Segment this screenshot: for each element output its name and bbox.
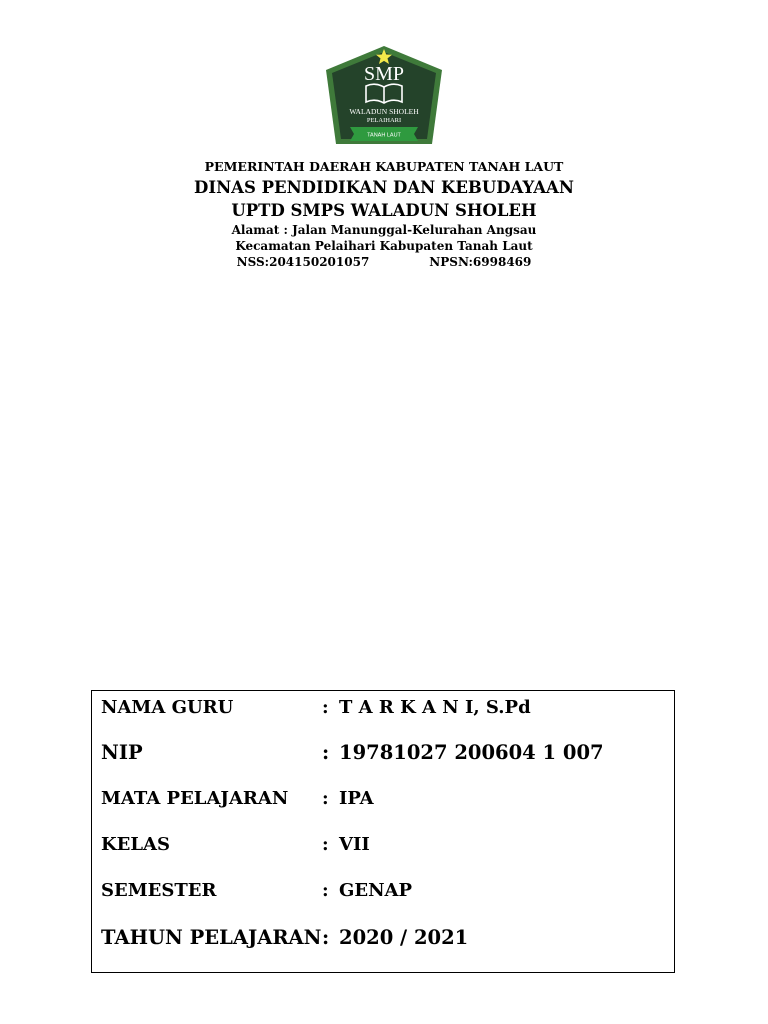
registration-line [0,254,768,270]
row-label: KELAS [101,834,170,855]
row-colon: : [322,788,329,809]
row-value: IPA [339,788,374,809]
row-value: GENAP [339,880,413,901]
row-value: 19781027 200604 1 007 [339,741,604,764]
row-colon: : [322,697,329,718]
logo-smp-text: SMP [363,63,405,85]
row-colon: : [322,926,330,949]
school-logo [322,42,446,148]
row-colon: : [322,834,329,855]
npsn-number: NPSN:6998469 [429,255,532,269]
row-value: 2020 / 2021 [339,926,469,949]
government-title: PEMERINTAH DAERAH KABUPATEN TANAH LAUT [204,159,564,174]
logo-banner-text: TANAH LAUT [367,132,401,139]
letterhead [0,156,768,270]
row-value: T A R K A N I, S.Pd [339,697,531,718]
row-label: SEMESTER [101,880,217,901]
row-label: NAMA GURU [101,697,234,718]
row-colon: : [322,880,329,901]
row-label: NIP [101,741,143,764]
row-colon: : [322,741,330,764]
row-label: TAHUN PELAJARAN [101,926,322,949]
logo-city: PELAIHARI [366,117,402,124]
row-label: MATA PELAJARAN [101,788,289,809]
teacher-info-box [91,690,675,973]
logo-school-name: WALADUN SHOLEH [349,107,419,116]
department-title: DINAS PENDIDIKAN DAN KEBUDAYAAN [194,178,574,197]
school-title: UPTD SMPS WALADUN SHOLEH [231,201,537,220]
nss-number: NSS:204150201057 [236,255,370,269]
address-line: Alamat : Jalan Manunggal-Kelurahan Angsau [231,223,537,237]
district-line: Kecamatan Pelaihari Kabupaten Tanah Laut [235,239,533,253]
row-value: VII [339,834,370,855]
